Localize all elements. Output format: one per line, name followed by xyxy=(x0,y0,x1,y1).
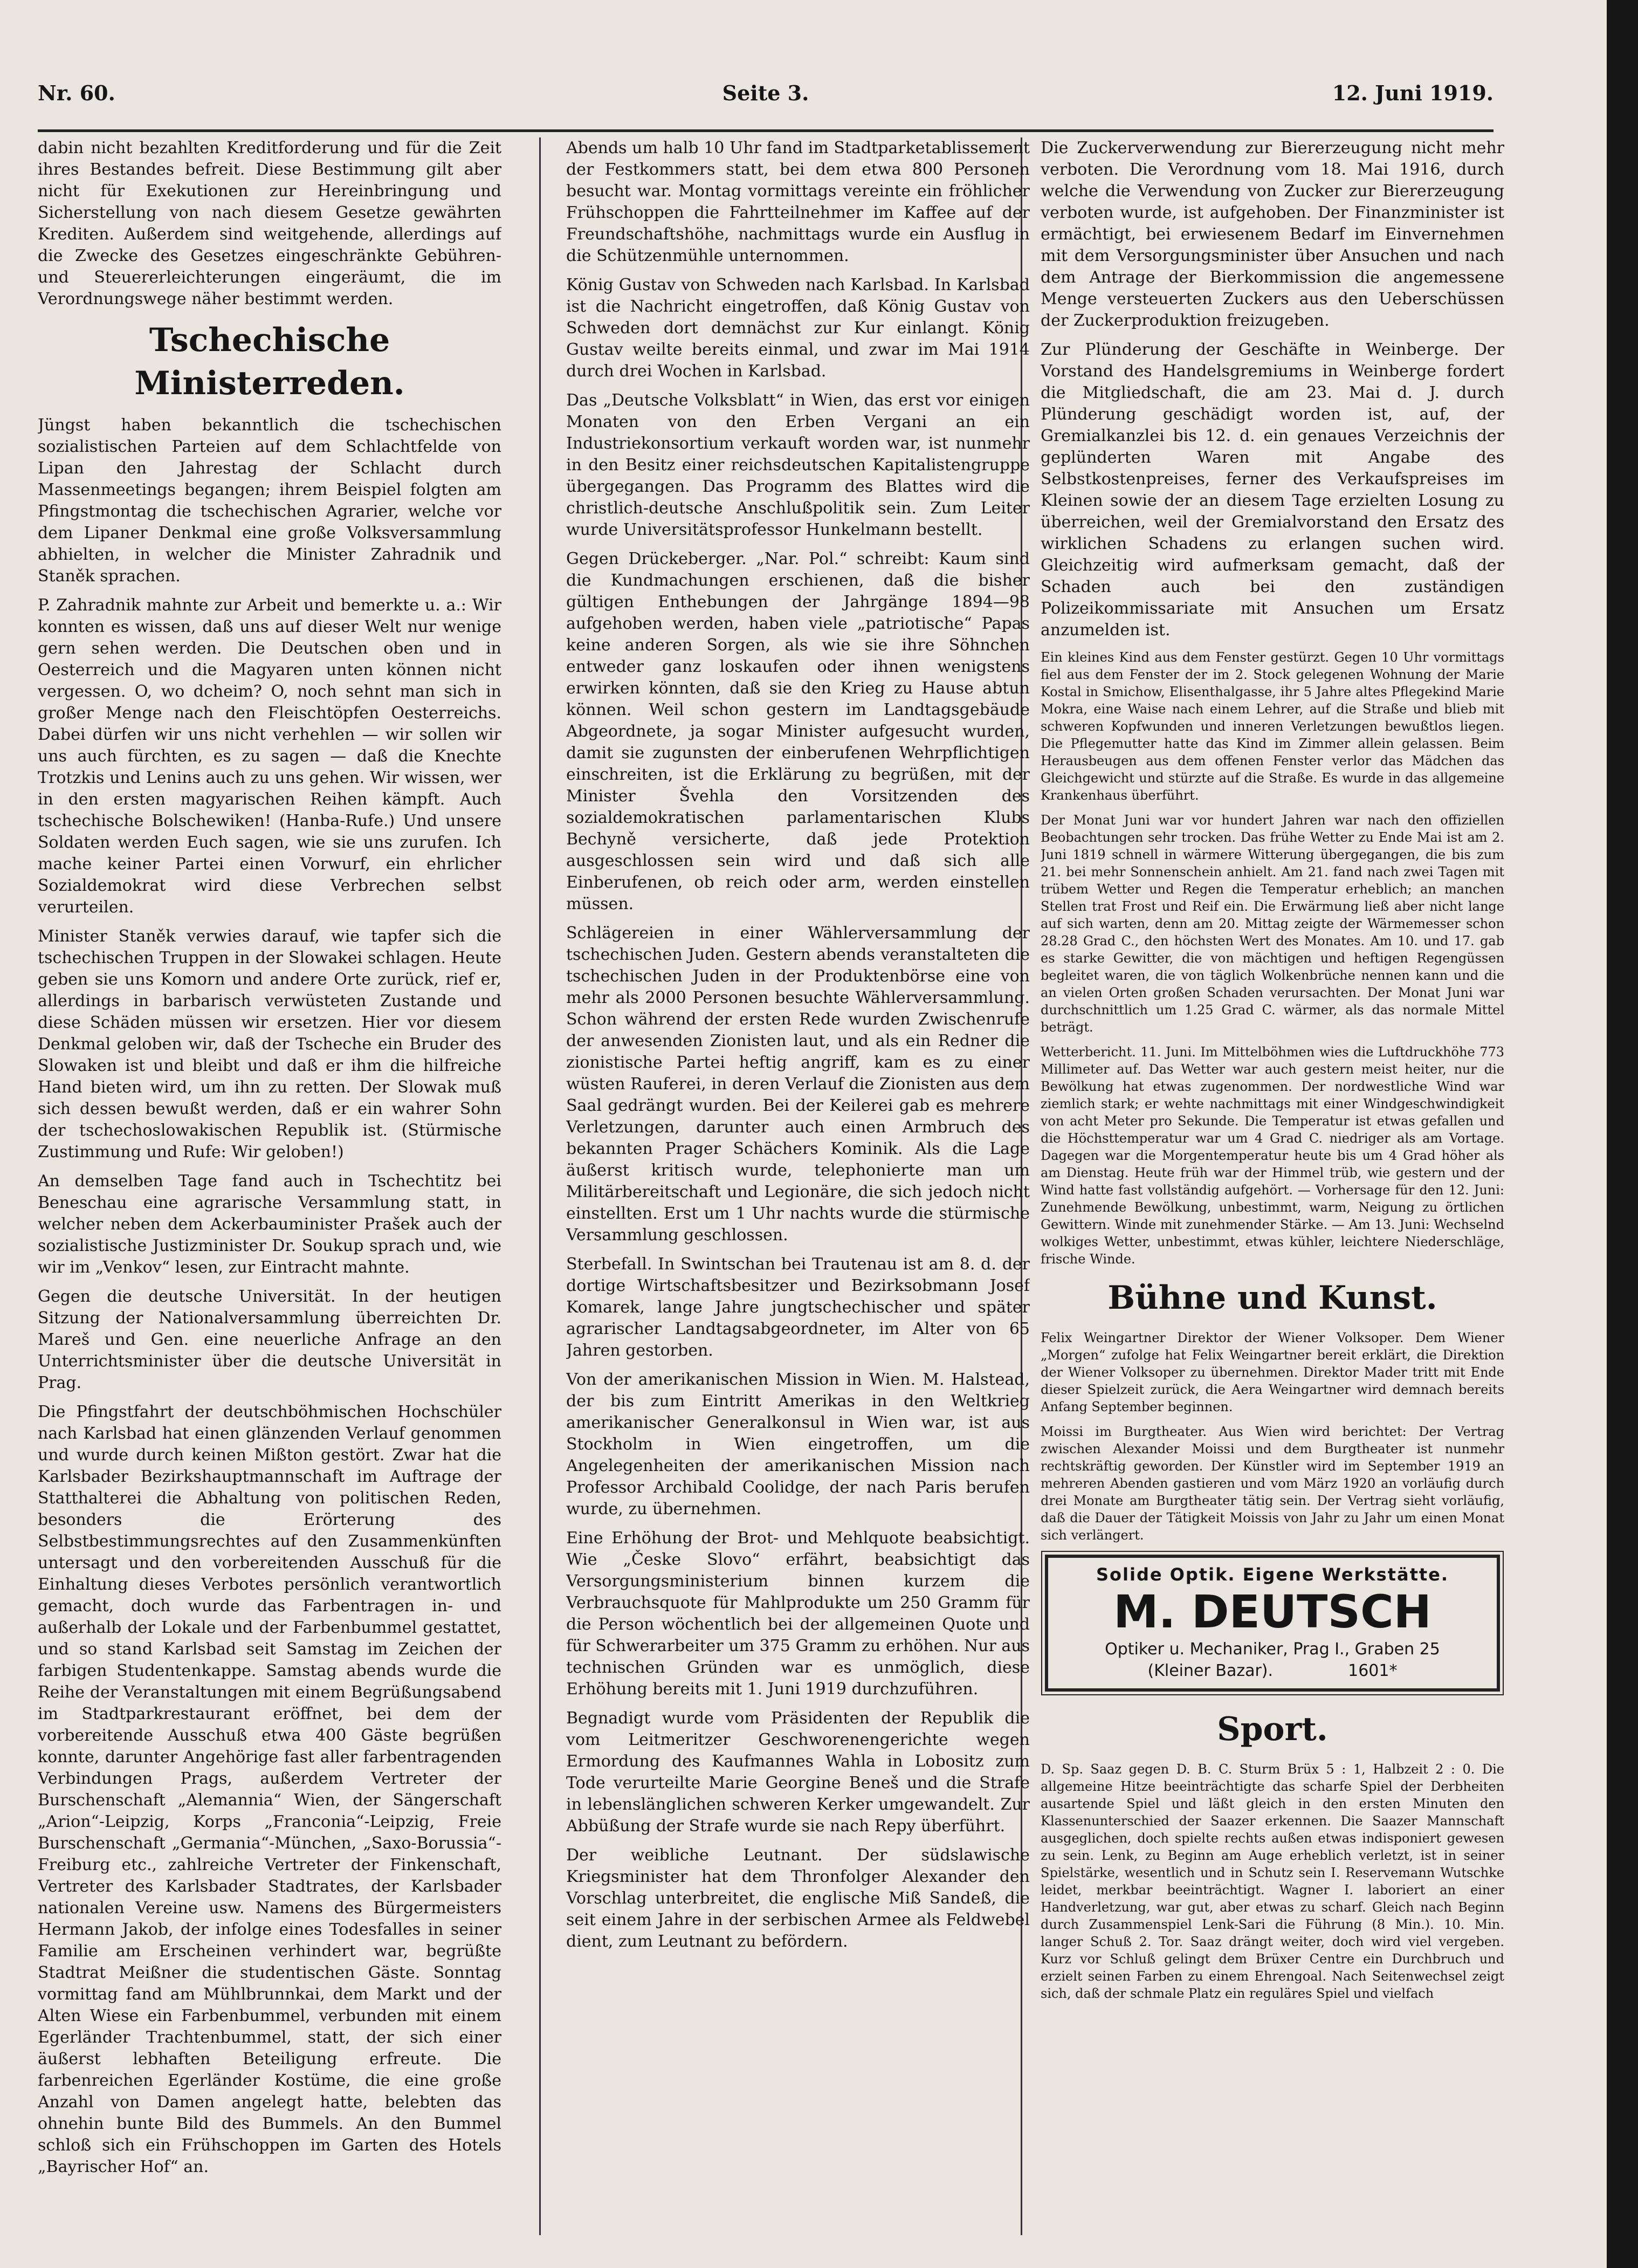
ad-tagline: Solide Optik. Eigene Werkstätte. xyxy=(1096,1564,1449,1585)
ad-location: (Kleiner Bazar). xyxy=(1147,1661,1274,1680)
article-paragraph: An demselben Tage fand auch in Tschechtitz bei Beneschau eine agrarische Versammlung statt, in welcher neben dem Ackerbauminister Prašek auch der sozialistische Justizminister Dr. Soukup sprach und, wie wir im „Venkov“ lesen, zur Eintracht mahnte. xyxy=(38,1172,501,1277)
column-3 xyxy=(1041,138,1504,2235)
article-paragraph: P. Zahradnik mahnte zur Arbeit und bemerkte u. a.: Wir konnten es wissen, daß uns auf dieser Welt nur wenige gern sehen werden. Die Deutschen oben und in Oesterreich und die Magyaren unten können nicht vergessen. O, wo dcheim? O, noch sehnt man sich in großer Menge nach den Fleischtöpfen Oesterreichs. Dabei dürfen wir uns nicht verhehlen — wir sollen wir uns auch fürchten, es zu sagen — daß die Knechte Trotzkis und Lenins auch zu uns gehen. Wir wissen, wer in den ersten magyarischen Reihen kämpft. Auch tschechische Bolschewiken! (Hanba-Rufe.) Und unsere Soldaten werden Euch sagen, wie sie uns zurufen. Ich mache keiner Partei einen Vorwurf, ein ehrlicher Sozialdemokrat wird diese Verbrechen selbst verurteilen. xyxy=(38,596,501,917)
page-header xyxy=(38,81,1494,132)
article-paragraph: Ein kleines Kind aus dem Fenster gestürzt. Gegen 10 Uhr vormittags fiel aus dem Fenster der im 2. Stock gelegenen Wohnung der Marie Kostal in Smichow, Elisenthalgasse, ihr 5 Jahre altes Pflegekind Marie Mokra, eine Waise nach einem Lehrer, auf die Straße und blieb mit schweren Kopfwunden und inneren Verletzungen bewußtlos liegen. Die Pflegemutter hatte das Kind im Zimmer allein gelassen. Beim Herausbeugen aus dem offenen Fenster verlor das Mädchen das Gleichgewicht und stürzte auf die Straße. Es wurde in das allgemeine Krankenhaus überführt. xyxy=(1041,650,1504,803)
issue-date: 12. Juni 1919. xyxy=(1332,81,1494,105)
ad-address: Optiker u. Mechaniker, Prag I., Graben 25 xyxy=(1105,1640,1440,1659)
issue-number: Nr. 60. xyxy=(38,81,115,105)
article-paragraph: Moissi im Burgtheater. Aus Wien wird berichtet: Der Vertrag zwischen Alexander Moissi und dem Burgtheater ist nunmehr rechtskräftig geworden. Der Künstler wird im September 1919 an mehreren Abenden gastieren und vom März 1920 an vorläufig durch drei Monate am Burgtheater tätig sein. Der Vertrag sieht vorläufig, daß die Dauer der Tätigkeit Moissis von Jahr zu Jahr um einen Monat sich verlängert. xyxy=(1041,1424,1504,1543)
ad-code: 1601* xyxy=(1348,1661,1398,1680)
column-divider xyxy=(539,138,541,2235)
article-paragraph: Eine Erhöhung der Brot- und Mehlquote beabsichtigt. Wie „Česke Slovo“ erfährt, beabsichtigt das Versorgungsministerium binnen kurzem die Verbrauchsquote für Mahlprodukte um 250 Gramm für die Person wöchentlich bei der allgemeinen Quote und für Schwerarbeiter um 375 Gramm zu erhöhen. Nur aus technischen Gründen war es unmöglich, diese Erhöhung bereits mit 1. Juni 1919 durchzuführen. xyxy=(566,1529,1030,1699)
article-paragraph: Gegen die deutsche Universität. In der heutigen Sitzung der Nationalversammlung überreichten Dr. Mareš und Gen. eine neuerliche Anfrage an den Unterrichtsminister über die deutsche Universität in Prag. xyxy=(38,1287,501,1392)
article-paragraph: Sterbefall. In Swintschan bei Trautenau ist am 8. d. der dortige Wirtschaftsbesitzer und Bezirksobmann Josef Komarek, lange Jahre jungtschechischer und später agrarischer Landtagsabgeordneter, im Alter von 65 Jahren gestorben. xyxy=(566,1255,1030,1360)
article-paragraph: Zur Plünderung der Geschäfte in Weinberge. Der Vorstand des Handelsgremiums in Weinberge fordert die Mitgliedschaft, die am 23. Mai d. J. durch Plünderung geschädigt worden ist, auf, der Gremialkanzlei bis 12. d. ein genaues Verzeichnis der geplünderten Waren mit Angabe des Selbstkostenpreises, ferner des Verkaufspreises im Kleinen sowie der an diesem Tage erzielten Losung zu überreichen, weil der Gremialvorstand den Ersatz des wirklichen Schadens zu erlangen suchen wird. Gleichzeitig wird aufmerksam gemacht, daß der Schaden auch bei den zuständigen Polizeikommissariate mit Ansuchen um Ersatz anzumelden ist. xyxy=(1041,340,1504,640)
article-paragraph: Die Zuckerverwendung zur Biererzeugung nicht mehr verboten. Die Verordnung vom 18. Mai 1916, durch welche die Verwendung von Zucker zur Biererzeugung verboten wurde, ist aufgehoben. Der Finanzminister ist ermächtigt, bei erwiesenem Bedarf im Einvernehmen mit dem Versorgungsminister über Ansuchen und nach dem Antrage der Bierkommission die angemessene Menge versteuerten Zuckers aus den Ueberschüssen der Zuckerproduktion freizugeben. xyxy=(1041,139,1504,330)
article-paragraph: Schlägereien in einer Wählerversammlung der tschechischen Juden. Gestern abends veranstalteten die tschechischen Juden in der Produktenbörse eine von mehr als 2000 Personen besuchte Wählerversammlung. Schon während der ersten Rede wurden Zwischenrufe der anwesenden Zionisten laut, und als ein Redner die zionistische Partei heftig angriff, kam es zu einer wüsten Rauferei, in deren Verlauf die Zionisten aus dem Saal gedrängt wurden. Bei der Keilerei gab es mehrere Verletzungen, darunter auch einen Armbruch des bekannten Prager Schächers Kominik. Als die Lage äußerst kritisch wurde, telephonierte man um Militärbereitschaft und Legionäre, die sich jedoch nicht einstellten. Erst um 1 Uhr nachts wurde die stürmische Versammlung geschlossen. xyxy=(566,924,1030,1245)
page-number: Seite 3. xyxy=(722,81,809,105)
article-paragraph: Gegen Drückeberger. „Nar. Pol.“ schreibt: Kaum sind die Kundmachungen erschienen, daß die bisher gültigen Enthebungen der Jahrgänge 1894—98 aufgehoben werden, haben viele „patriotische“ Papas keine anderen Sorgen, als wie sie ihre Söhnchen entweder ganz loskaufen oder ihnen wenigstens erwirken könnten, daß sie den Krieg zu Hause abtun können. Weil schon gestern im Landtagsgebäude Abgeordnete, ja sogar Minister aufgesucht wurden, damit sie zugunsten der einberufenen Wehrpflichtigen einschreiten, ist die Erklärung zu begrüßen, mit der Minister Švehla den Vorsitzenden des sozialdemokratischen parlamentarischen Klubs Bechyně versicherte, daß jede Protektion ausgeschlossen sein wird und daß sich alle Einberufenen, ob reich oder arm, werden einstellen müssen. xyxy=(566,549,1030,913)
article-paragraph: Von der amerikanischen Mission in Wien. M. Halstead, der bis zum Eintritt Amerikas in den Weltkrieg amerikanischer Generalkonsul in Wien war, ist aus Stockholm in Wien eingetroffen, um die Angelegenheiten der amerikanischen Mission nach Professor Archibald Coolidge, der nach Paris berufen wurde, zu übernehmen. xyxy=(566,1370,1030,1518)
article-paragraph: Wetterbericht. 11. Juni. Im Mittelböhmen wies die Luftdruckhöhe 773 Millimeter auf. Das Wetter war auch gestern meist heiter, nur die Bewölkung hat etwas zugenommen. Der nordwestliche Wind war ziemlich stark; er wehte nachmittags mit einer Windgeschwindigkeit von acht Meter pro Sekunde. Die Temperatur ist etwas gefallen und die Höchsttemperatur war um 4 Grad C. niedriger als am Vortage. Dagegen war die Morgentemperatur heute bis um 4 Grad höher als am Dienstag. Heute früh war der Himmel trüb, wie gestern und der Wind hatte fast vollständig aufgehört. — Vorhersage für den 12. Juni: Zunehmende Bewölkung, unbestimmt, warm, Neigung zu örtlichen Gewittern. Winde mit zunehmender Stärke. — Am 13. Juni: Wechselnd wolkiges Wetter, unbestimmt, etwas kühler, leichtere Niederschläge, frische Winde. xyxy=(1041,1044,1504,1267)
article-paragraph: Der weibliche Leutnant. Der südslawische Kriegsminister hat dem Thronfolger Alexander den Vorschlag unterbreitet, die englische Miß Sandeß, die seit einem Jahre in der serbischen Armee als Feldwebel dient, zum Leutnant zu befördern. xyxy=(566,1846,1030,1951)
column-2 xyxy=(566,138,1030,2235)
article-paragraph: Das „Deutsche Volksblatt“ in Wien, das erst vor einigen Monaten von den Erben Vergani an ein Industriekonsortium verkauft worden war, ist nunmehr in den Besitz einer reichsdeutschen Kapitalistengruppe übergegangen. Das Programm des Blattes wird die christlich-deutsche Anschlußpolitik sein. Zum Leiter wurde Universitätsprofessor Hunkelmann bestellt. xyxy=(566,391,1030,539)
optician-advertisement xyxy=(1045,1555,1500,1692)
ad-address-note xyxy=(1058,1660,1487,1682)
article-paragraph: Felix Weingartner Direktor der Wiener Volksoper. Dem Wiener „Morgen“ zufolge hat Felix Weingartner bereit erklärt, die Direktion der Wiener Volksoper zu übernehmen. Direktor Mader tritt mit Ende dieser Spielzeit zurück, die Aera Weingartner wird demnach bereits Anfang September beginnen. xyxy=(1041,1330,1504,1414)
article-paragraph: dabin nicht bezahlten Kreditforderung und für die Zeit ihres Bestandes befreit. Diese Bestimmung gilt aber nicht für Exekutionen zur Hereinbringung und Sicherstellung von nach diesem Gesetze gewährten Krediten. Außerdem sind weitgehende, allerdings auf die Zwecke des Gesetzes eingeschränkte Gebühren- und Steuererleichterungen eingeräumt, die im Verordnungswege näher bestimmt werden. xyxy=(38,139,501,308)
scan-edge xyxy=(1607,0,1638,2268)
column-1 xyxy=(38,138,501,2235)
article-paragraph: Jüngst haben bekanntlich die tschechischen sozialistischen Parteien auf dem Schlachtfelde von Lipan den Jahrestag der Schlacht durch Massenmeetings begangen; ihrem Beispiel folgten am Pfingstmontag die tschechischen Agrarier, welche vor dem Lipaner Denkmal eine große Volksversammlung abhielten, in welcher die Minister Zahradnik und Staněk sprachen. xyxy=(38,416,501,586)
article-paragraph: Die Pfingstfahrt der deutschböhmischen Hochschüler nach Karlsbad hat einen glänzenden Verlauf genommen und wurde durch keinen Mißton gestört. Zwar hat die Karlsbader Bezirkshauptmannschaft im Auftrage der Statthalterei die Abhaltung von politischen Reden, besonders die Erörterung des Selbstbestimmungsrechtes auf den Zusammenkünften untersagt und den vorbereitenden Ausschuß für die Einhaltung dieses Verbotes persönlich verantwortlich gemacht, doch wurde das Farbentragen in- und außerhalb der Lokale und der Farbenbummel gestattet, und so stand Karlsbad seit Samstag im Zeichen der farbigen Studentenkappe. Samstag abends wurde die Reihe der Veranstaltungen mit einem Begrüßungsabend im Stadtparkrestaurant eröffnet, bei dem der vorbereitende Ausschuß etwa 400 Gäste begrüßen konnte, darunter Angehörige fast aller farbentragenden Verbindungen Prags, außerdem Vertreter der Burschenschaft „Alemannia“ Wien, der Sängerschaft „Arion“-Leipzig, Korps „Franconia“-Leipzig, Freie Burschenschaft „Germania“-München, „Saxo-Borussia“-Freiburg etc., zahlreiche Vertreter der Finkenschaft, Vertreter des Karlsbader Stadtrates, der Karlsbader nationalen Vereine usw. Namens des Bürgermeisters Hermann Jakob, der infolge eines Todesfalles in seiner Familie am Erscheinen verhindert war, begrüßte Stadtrat Meißner die studentischen Gäste. Sonntag vormittag fand am Mühlbrunnkai, dem Markt und der Alten Wiese ein Farbenbummel, verbunden mit einem Egerländer Trachtenbummel, statt, der sich einer äußerst lebhaften Beteiligung erfreute. Die farbenreichen Egerländer Kostüme, die eine große Anzahl von Damen angelegt hatte, belebten das ohnehin bunte Bild des Bummels. An den Bummel schloß sich ein Frühschoppen im Garten des Hotels „Bayrischer Hof“ an. xyxy=(38,1403,501,2176)
article-paragraph: Minister Staněk verwies darauf, wie tapfer sich die tschechischen Truppen in der Slowakei schlagen. Heute geben sie uns Komorn und andere Orte zurück, rief er, allerdings in barbarisch verwüsteten Zustande und diese Schäden müssen wir ersetzen. Hier vor diesem Denkmal geloben wir, daß der Tscheche ein Bruder des Slowaken ist und bleibt und daß er ihm die hilfreiche Hand bieten wird, um ihn zu retten. Der Slowak muß sich dessen bewußt werden, daß er ein wahrer Sohn der tschechoslowakischen Republik ist. (Stürmische Zustimmung und Rufe: Wir geloben!) xyxy=(38,927,501,1162)
article-paragraph: Begnadigt wurde vom Präsidenten der Republik die vom Leitmeritzer Geschworenengerichte wegen Ermordung des Kaufmannes Wahla in Lobositz zum Tode verurteilte Marie Georgine Beneš und die Strafe in lebenslänglichen schweren Kerker umgewandelt. Zur Abbüßung der Strafe wurde sie nach Repy überführt. xyxy=(566,1709,1030,1836)
ad-business-name: M. DEUTSCH xyxy=(1113,1585,1431,1638)
section-heading: Tschechische Ministerreden. xyxy=(134,321,405,402)
article-paragraph: D. Sp. Saaz gegen D. B. C. Sturm Brüx 5 : 1, Halbzeit 2 : 0. Die allgemeine Hitze beeinträchtigte das scharfe Spiel der Derbheiten ausartende Spiel und läßt gleich in den ersten Minuten den Klassenunterschied der Saazer erkennen. Die Saazer Mannschaft ausgeglichen, doch spielte rechts außen etwas indisponiert gewesen zu sein. Lenk, zu Beginn am Auge erheblich verletzt, ist in seiner Spielstärke, wesentlich und in Schutz sein I. Reservemann Wutschke leidet, merkbar beeinträchtigt. Wagner I. laboriert an einer Handverletzung, war gut, aber etwas zu scharf. Gleich nach Beginn durch Zusammenspiel Lenk-Sari die Führung (8 Min.). 10. Min. langer Schuß 2. Tor. Saaz drängt weiter, doch wird viel vergeben. Kurz vor Schluß gelingt dem Brüxer Centre ein Durchbruch und erzielt seinen Farben zu einem Ehrengoal. Nach Seitenwechsel zeigt sich, daß der schmale Platz ein reguläres Spiel und vielfach xyxy=(1041,1762,1504,2001)
article-paragraph: König Gustav von Schweden nach Karlsbad. In Karlsbad ist die Nachricht eingetroffen, daß König Gustav von Schweden dort demnächst zur Kur einlangt. König Gustav weilte bereits einmal, und zwar im Mai 1914 durch drei Wochen in Karlsbad. xyxy=(566,276,1030,381)
article-paragraph: Abends um halb 10 Uhr fand im Stadtparketablissement der Festkommers statt, bei dem etwa 800 Personen besucht war. Montag vormittags vereinte ein fröhlicher Frühschoppen die Fahrtteilnehmer im Kaffee auf der Freundschaftshöhe, nachmittags wurde ein Ausflug in die Schützenmühle unternommen. xyxy=(566,139,1030,265)
section-heading: Sport. xyxy=(1217,1710,1328,1748)
article-paragraph: Der Monat Juni war vor hundert Jahren war nach den offiziellen Beobachtungen sehr trocken. Das frühe Wetter zu Ende Mai ist am 2. Juni 1819 schnell in wärmere Witterung übergegangen, die bis zum 21. bei mehr Sonnenschein anhielt. Am 21. fand nach zwei Tagen mit trübem Wetter und Regen die Temperatur erheblich; an manchen Stellen trat Frost und Reif ein. Die Erwärmung ließ aber nicht lange auf sich warten, denn am 20. Mittag zeigte der Wärmemesser schon 28.28 Grad C., den höchsten Wert des Monates. Am 10. und 17. gab es starke Gewitter, die von mächtigen und heftigen Regengüssen begleitet waren, die von täglich Wolkenbrüche nennen kann und die an vielen Orten großen Schaden verursachten. Der Monat Juni war durchschnittlich um 1.25 Grad C. wärmer, als das normale Mittel beträgt. xyxy=(1041,813,1504,1035)
section-heading: Bühne und Kunst. xyxy=(1107,1279,1437,1317)
